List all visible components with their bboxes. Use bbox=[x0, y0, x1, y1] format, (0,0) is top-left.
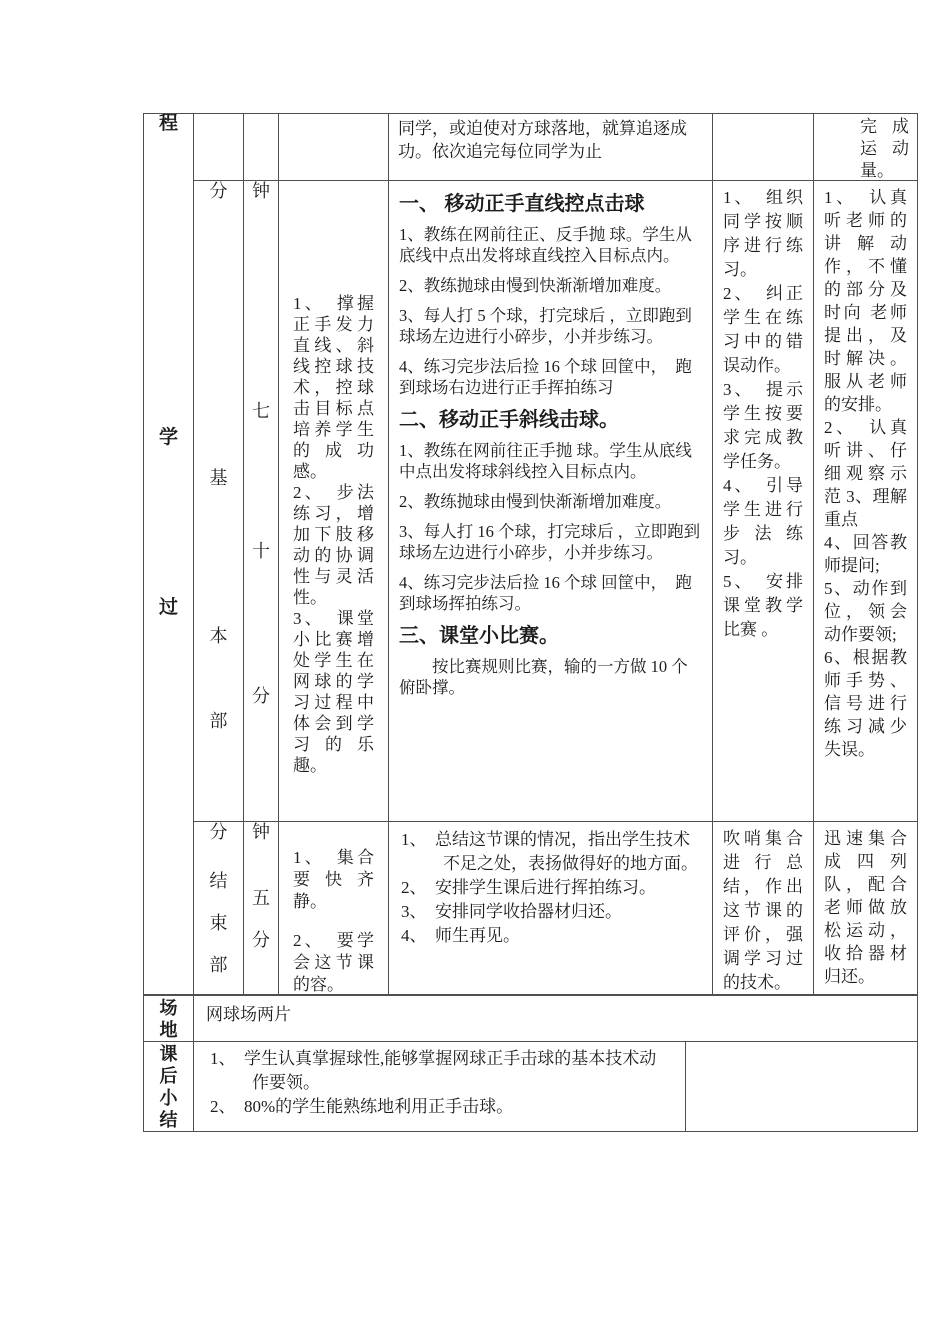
summary-content-cell bbox=[194, 1042, 686, 1132]
requirement-item: 6、根据教师手势、信号进行练习减少失误。 bbox=[824, 648, 907, 759]
venue-label-char: 场 bbox=[159, 997, 178, 1018]
practice-entry: 1、教练在网前往正手抛 球。学生从底线中点出发将球斜线控入目标点内。 bbox=[399, 441, 692, 481]
step-item: 1、 总结这节课的情况，指出学生技术不足之处，表扬做得好的地方面。 bbox=[401, 830, 698, 873]
empty-duration-cell bbox=[244, 114, 279, 181]
organization-item: 4、 引导学生进行步法练习。 bbox=[723, 476, 803, 567]
practice-entry: 4、练习完步法后捡 16 个球 回筐中， 跑到球场挥拍练习。 bbox=[399, 573, 692, 613]
end-part-char: 结 bbox=[209, 871, 228, 891]
requirement-item: 4、回答教师提问; bbox=[824, 533, 907, 575]
process-header-char: 程 bbox=[158, 114, 178, 134]
empty-organization-cell bbox=[713, 114, 814, 181]
empty-stage-cell bbox=[194, 114, 244, 181]
end-duration-char: 分 bbox=[252, 930, 270, 950]
practice-entry: 2、教练抛球由慢到快渐渐增加难度。 bbox=[399, 276, 672, 295]
end-duration-char: 钟 bbox=[252, 822, 270, 842]
process-header-char: 学 bbox=[158, 427, 178, 448]
goal-item: 3、 课堂小比赛增处学生在网球的学习过程中体会到学习的乐趣。 bbox=[293, 609, 374, 775]
basic-part-char: 基 bbox=[209, 468, 228, 488]
end-part-char: 束 bbox=[209, 913, 228, 933]
venue-label-char: 地 bbox=[159, 1019, 178, 1040]
basic-duration-char: 钟 bbox=[252, 181, 270, 201]
step-item: 2、 安排学生课后进行挥拍练习。 bbox=[401, 878, 656, 897]
practice-entry: 3、每人打 5 个球，打完球后 ，立即跑到球场左边进行小碎步，小并步练习。 bbox=[399, 306, 692, 346]
chase-game-continuation-cell: 同学，或迫使对方球落地，就算追逐成功。依次追完每位同学为止 bbox=[389, 114, 713, 181]
organization-item: 1、 组织同学按顺序进行练习。 bbox=[723, 188, 803, 279]
practice-entry: 按比赛规则比赛，输的一方做 10 个俯卧撑。 bbox=[399, 657, 688, 697]
practice-entry: 2、教练抛球由慢到快渐渐增加难度。 bbox=[399, 492, 672, 511]
basic-part-label-cell bbox=[194, 181, 244, 822]
basic-part-char: 部 bbox=[209, 711, 228, 731]
step-item: 3、 安排同学收拾器材归还。 bbox=[401, 902, 622, 921]
requirement-item: 1、 认真听老师的讲解动作，不懂的部分及时向 老师提出，及时解决。服从老师的安排。 bbox=[824, 188, 907, 414]
end-steps-cell bbox=[389, 822, 713, 995]
basic-organization-cell bbox=[713, 181, 814, 822]
end-requirements-cell: 迅速集合成四列队，配合老师做放松运动，收拾器材归还。 bbox=[814, 822, 918, 995]
process-header-char: 过 bbox=[158, 597, 178, 618]
end-duration-char: 五 bbox=[252, 888, 270, 908]
footer-table bbox=[143, 995, 918, 1132]
summary-item: 2、 80%的学生能熟练地利用正手击球。 bbox=[210, 1096, 514, 1116]
end-duration-cell bbox=[244, 822, 279, 995]
venue-value-cell: 网球场两片 bbox=[194, 996, 918, 1042]
basic-goals-cell bbox=[279, 181, 389, 822]
goal-item: 1、 撑握正手发力直线、斜线控球技术，控球击目标点培养学生的成功感。 bbox=[293, 294, 374, 481]
basic-requirements-cell bbox=[814, 181, 918, 822]
end-goals-cell bbox=[279, 822, 389, 995]
summary-label-char: 后 bbox=[159, 1065, 178, 1086]
end-part-char: 分 bbox=[209, 822, 228, 842]
basic-part-char: 本 bbox=[209, 626, 228, 646]
empty-goal-cell bbox=[279, 114, 389, 181]
summary-label-char: 结 bbox=[159, 1109, 178, 1130]
organization-item: 2、 纠正学生在练习中的错误动作。 bbox=[723, 284, 803, 375]
summary-label-char: 小 bbox=[159, 1087, 178, 1108]
end-part-label-cell bbox=[194, 822, 244, 995]
basic-practice-content-cell bbox=[389, 181, 713, 822]
basic-duration-char: 分 bbox=[252, 686, 270, 706]
lesson-table bbox=[143, 113, 918, 995]
requirement-item: 5、动作到位，领会动作要领; bbox=[824, 579, 907, 644]
end-part-char: 部 bbox=[209, 955, 228, 975]
goal-item: 2、 要学会这节课的容。 bbox=[293, 931, 374, 994]
organization-item: 5、 安排课堂教学比赛 。 bbox=[723, 572, 803, 639]
organization-item: 3、 提示学生按要求完成教学任务。 bbox=[723, 380, 803, 471]
step-item: 4、 师生再见。 bbox=[401, 926, 520, 945]
practice-entry: 1、教练在网前往正、反手抛 球。学生从底线中点出发将球直线控入目标点内。 bbox=[399, 225, 692, 265]
venue-label-cell bbox=[144, 996, 194, 1042]
basic-duration-cell bbox=[244, 181, 279, 822]
requirement-item: 2、 认真听讲、仔细观察示范 3、理解重点 bbox=[824, 418, 907, 529]
basic-duration-char: 十 bbox=[252, 541, 270, 561]
practice-entry: 二、移动正手斜线击球。 bbox=[399, 409, 619, 431]
exercise-load-note-cell: 完成运动量。 bbox=[814, 114, 918, 181]
goal-item: 2、 步法练习，增加下肢移动的协调性与灵活性。 bbox=[293, 483, 374, 607]
process-header-cell bbox=[144, 114, 194, 995]
summary-empty-cell bbox=[686, 1042, 918, 1132]
basic-duration-char: 七 bbox=[252, 401, 270, 421]
summary-item: 1、 学生认真掌握球性,能够掌握网球正手击球的基本技术动作要领。 bbox=[210, 1048, 657, 1092]
practice-entry: 3、每人打 16 个球，打完球后 ，立即跑到球场左边进行小碎步，小并步练习。 bbox=[399, 522, 701, 562]
summary-label-char: 课 bbox=[159, 1043, 178, 1064]
summary-label-cell bbox=[144, 1042, 194, 1132]
end-organization-cell: 吹哨集合进行总结，作出这节课的评价，强调学习过的技术。 bbox=[713, 822, 814, 995]
goal-item: 1、 集合要快齐静。 bbox=[293, 848, 374, 911]
basic-part-char: 分 bbox=[209, 181, 228, 201]
practice-entry: 4、练习完步法后捡 16 个球 回筐中， 跑到球场右边进行正手挥拍练习 bbox=[399, 357, 692, 397]
practice-entry: 一、 移动正手直线控点击球 bbox=[399, 193, 645, 215]
practice-entry: 三、课堂小比赛。 bbox=[399, 625, 559, 647]
